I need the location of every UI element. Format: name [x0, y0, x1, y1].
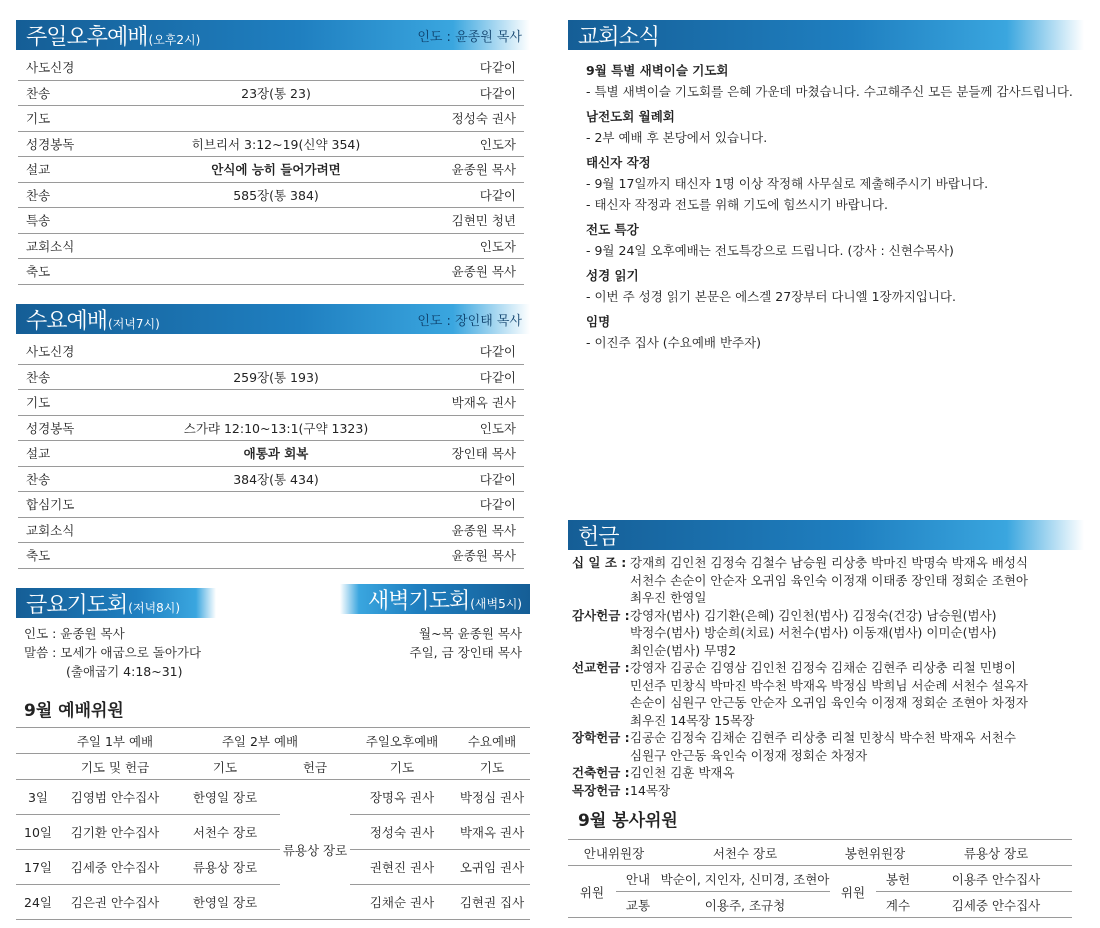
wednesday-title: 수요예배	[26, 308, 108, 334]
order-item: 사도신경	[18, 339, 154, 364]
friday-details	[24, 624, 201, 681]
role-guide: 안내	[616, 866, 660, 892]
order-row	[18, 543, 524, 569]
committee-sunday1: 김은권 안수집사	[60, 885, 170, 920]
offering-line: 서천수 손순이 안순자 오귀임 육인숙 이정재 이태종 장인태 정회순 조현아	[630, 572, 1029, 588]
news-heading: 남전도회 월례회	[586, 109, 675, 124]
order-content	[154, 106, 398, 132]
order-row	[18, 182, 524, 208]
news-line: - 태신자 작정과 전도를 위해 기도에 힘쓰시기 바랍니다.	[586, 197, 888, 212]
sunday-pm-leader: 인도 : 윤종원 목사	[417, 29, 522, 45]
committee-offering: 류용상 장로	[280, 780, 350, 920]
committee-row	[16, 780, 530, 815]
friday-title: 금요기도회	[26, 592, 128, 618]
offering-line: 최우진 14목장 15목장	[630, 712, 755, 728]
committee-date: 3일	[16, 780, 60, 815]
offering-title: 헌금	[578, 524, 619, 550]
offering-group	[572, 607, 1078, 660]
offering-names	[630, 554, 1078, 607]
order-item: 찬송	[18, 466, 154, 492]
offering-line: 강영자 김공순 김영삼 김인천 김정숙 김채순 김현주 리상충 리철 민병이	[630, 660, 1016, 675]
sub-offering: 헌금	[280, 754, 350, 780]
offering-line: 김인천 김훈 박재옥	[630, 765, 735, 780]
offering-group	[572, 729, 1078, 764]
dawn-banner	[340, 584, 530, 614]
order-person: 박재옥 권사	[398, 390, 524, 416]
friday-banner	[16, 588, 216, 618]
order-row	[18, 492, 524, 518]
offering-names	[630, 729, 1078, 764]
order-row	[18, 80, 524, 106]
committee-row	[16, 885, 530, 920]
count-names: 김세중 안수집사	[920, 892, 1072, 918]
order-item: 설교	[18, 157, 154, 183]
order-content: 안식에 능히 들어가려면	[154, 157, 398, 183]
order-content	[154, 55, 398, 80]
order-item: 교회소식	[18, 517, 154, 543]
order-person: 다같이	[398, 466, 524, 492]
service-committee-table	[568, 839, 1072, 918]
offering-line: 민선주 민창식 박마진 박수천 박재옥 박정심 박희님 서순례 서천수 설옥자	[630, 677, 1029, 693]
offering-label: 건축헌금 :	[572, 765, 630, 780]
wednesday-order-table	[18, 339, 524, 569]
order-content	[154, 339, 398, 364]
offering-label: 십 일 조 :	[572, 555, 627, 570]
news-heading: 임명	[586, 314, 611, 329]
guide-head-label: 안내위원장	[568, 840, 660, 866]
committee-sunday1: 김영범 안수집사	[60, 780, 170, 815]
order-content: 384장(통 434)	[154, 466, 398, 492]
order-content	[154, 259, 398, 285]
order-item: 성경봉독	[18, 415, 154, 441]
offering-names	[630, 782, 1078, 800]
sub-prayer-offering: 기도 및 헌금	[60, 754, 170, 780]
sub-prayer: 기도	[454, 754, 530, 780]
order-content	[154, 543, 398, 569]
order-item: 축도	[18, 543, 154, 569]
news-heading: 태신자 작정	[586, 155, 651, 170]
order-person: 장인태 목사	[398, 441, 524, 467]
offering-label: 장학헌금 :	[572, 730, 630, 745]
order-content	[154, 390, 398, 416]
committee-sunday-pm: 장명옥 권사	[350, 780, 454, 815]
order-person: 다같이	[398, 339, 524, 364]
order-person: 윤종원 목사	[398, 259, 524, 285]
service-committee-title: 9월 봉사위원	[578, 811, 678, 831]
news-line: - 9월 24일 오후예배는 전도특강으로 드립니다. (강사 : 신현수목사)	[586, 243, 954, 258]
member-label: 위원	[568, 866, 616, 918]
news-line: - 2부 예배 후 본당에서 있습니다.	[586, 130, 768, 145]
committee-row	[16, 850, 530, 885]
dawn-title: 새벽기도회	[367, 588, 470, 614]
offering-line: 손순이 심원구 안근동 안순자 오귀임 육인숙 이정재 정회순 조현아 차정자	[630, 695, 1029, 710]
order-person: 인도자	[398, 131, 524, 157]
committee-sunday-pm: 김채순 권사	[350, 885, 454, 920]
committee-sunday2-prayer: 한영일 장로	[170, 780, 280, 815]
news-line: - 이번 주 성경 읽기 본문은 에스겔 27장부터 다니엘 1장까지입니다.	[586, 289, 956, 304]
committee-wednesday: 박재옥 권사	[454, 815, 530, 850]
order-row	[18, 233, 524, 259]
order-person: 김현민 청년	[398, 208, 524, 234]
committee-sunday1: 김세중 안수집사	[60, 850, 170, 885]
order-row	[18, 259, 524, 285]
order-person: 다같이	[398, 182, 524, 208]
member-label: 위원	[830, 866, 876, 918]
offer-head-label: 봉헌위원장	[830, 840, 920, 866]
offering-names	[630, 659, 1078, 729]
friday-word: 말씀 : 모세가 애굽으로 돌아가다	[24, 645, 202, 660]
order-row	[18, 131, 524, 157]
offering-line: 강재희 김인천 김정숙 김철수 남승원 리상충 박마진 박명숙 박재옥 배성식	[630, 555, 1029, 570]
head-sunday1: 주일 1부 예배	[60, 728, 170, 754]
news-banner	[568, 20, 1084, 50]
offering-label: 감사헌금 :	[572, 607, 630, 623]
offering-line: 심원구 안근동 육인숙 이정재 정회순 차정자	[630, 747, 868, 763]
order-content: 23장(통 23)	[154, 80, 398, 106]
order-item: 찬송	[18, 80, 154, 106]
wednesday-time: (저녁7시)	[108, 316, 160, 331]
order-person: 윤종원 목사	[398, 543, 524, 569]
order-row	[18, 339, 524, 364]
committee-wednesday: 박정심 권사	[454, 780, 530, 815]
news-line: - 특별 새벽이슬 기도회를 은혜 가운데 마쳤습니다. 수고해주신 모든 분들께 감사드립니다.	[586, 84, 1073, 99]
sunday-pm-order-table	[18, 55, 524, 285]
order-content	[154, 517, 398, 543]
news-line: - 9월 17일까지 태신자 1명 이상 작정해 사무실로 제출해주시기 바랍니다.	[586, 176, 989, 191]
news-heading: 전도 특강	[586, 222, 639, 237]
order-row	[18, 517, 524, 543]
offering-names	[630, 607, 1078, 660]
committee-wednesday: 오귀임 권사	[454, 850, 530, 885]
order-person: 다같이	[398, 364, 524, 390]
sunday-pm-title: 주일오후예배	[26, 24, 148, 50]
order-row	[18, 364, 524, 390]
offering-group	[572, 554, 1078, 607]
order-row	[18, 208, 524, 234]
committee-sunday2-prayer: 한영일 장로	[170, 885, 280, 920]
order-item: 기도	[18, 106, 154, 132]
committee-sunday1: 김기환 안수집사	[60, 815, 170, 850]
order-row	[18, 106, 524, 132]
offering-line: 강영자(범사) 김기환(은혜) 김인천(범사) 김정숙(건강) 남승원(범사)	[630, 607, 997, 623]
committee-wednesday: 김현권 집사	[454, 885, 530, 920]
offer-head-name: 류용상 장로	[920, 840, 1072, 866]
committee-date: 24일	[16, 885, 60, 920]
order-item: 축도	[18, 259, 154, 285]
committee-sunday2-prayer: 서천수 장로	[170, 815, 280, 850]
role-offer: 봉헌	[876, 866, 920, 892]
traffic-names: 이용주, 조규청	[660, 892, 830, 918]
news-list	[586, 60, 1086, 353]
order-person: 다같이	[398, 492, 524, 518]
order-person: 인도자	[398, 233, 524, 259]
committee-sunday2-prayer: 류용상 장로	[170, 850, 280, 885]
offering-line: 최우진 한영일	[630, 590, 707, 605]
guide-head-name: 서천수 장로	[660, 840, 830, 866]
order-item: 찬송	[18, 364, 154, 390]
order-row	[18, 55, 524, 80]
friday-ref: (출애굽기 4:18~31)	[66, 664, 183, 679]
order-item: 찬송	[18, 182, 154, 208]
order-item: 특송	[18, 208, 154, 234]
committee-sunday-pm: 권현진 권사	[350, 850, 454, 885]
order-item: 사도신경	[18, 55, 154, 80]
offering-names	[630, 764, 1078, 782]
order-person: 윤종원 목사	[398, 157, 524, 183]
order-row	[18, 390, 524, 416]
friday-time: (저녁8시)	[128, 600, 181, 615]
head-sunday-pm: 주일오후예배	[350, 728, 454, 754]
offering-line: 14목장	[630, 782, 671, 798]
dawn-details	[330, 624, 522, 662]
order-item: 설교	[18, 441, 154, 467]
order-content: 259장(통 193)	[154, 364, 398, 390]
news-line: - 이진주 집사 (수요예배 반주자)	[586, 335, 762, 350]
order-content: 585장(통 384)	[154, 182, 398, 208]
order-content	[154, 492, 398, 518]
wednesday-banner	[16, 304, 530, 334]
order-row	[18, 441, 524, 467]
role-traffic: 교통	[616, 892, 660, 918]
order-person: 다같이	[398, 80, 524, 106]
order-person: 윤종원 목사	[398, 517, 524, 543]
order-person: 인도자	[398, 415, 524, 441]
offering-label: 선교헌금 :	[572, 660, 630, 675]
dawn-time: (새벽5시)	[470, 596, 522, 611]
order-content	[154, 233, 398, 259]
offering-group	[572, 659, 1078, 729]
offering-line: 박정수(범사) 방순희(치료) 서천수(범사) 이동재(범사) 이미순(범사)	[630, 625, 997, 640]
sub-prayer: 기도	[350, 754, 454, 780]
committee-date: 10일	[16, 815, 60, 850]
committee-row	[16, 815, 530, 850]
order-content: 애통과 회복	[154, 441, 398, 467]
committee-sunday-pm: 정성숙 권사	[350, 815, 454, 850]
guide-names: 박순이, 지인자, 신미경, 조현아	[660, 866, 830, 892]
head-sunday2: 주일 2부 예배	[170, 728, 350, 754]
news-title: 교회소식	[578, 24, 660, 50]
wednesday-leader: 인도 : 장인태 목사	[417, 313, 522, 329]
order-row	[18, 415, 524, 441]
committee-date: 17일	[16, 850, 60, 885]
sunday-pm-banner	[16, 20, 530, 50]
role-count: 계수	[876, 892, 920, 918]
offer-names: 이용주 안수집사	[920, 866, 1072, 892]
offering-line: 최인순(범사) 무명2	[630, 642, 737, 658]
order-item: 기도	[18, 390, 154, 416]
order-row	[18, 466, 524, 492]
dawn-line2: 주일, 금 장인태 목사	[409, 645, 522, 660]
order-item: 교회소식	[18, 233, 154, 259]
sunday-pm-time: (오후2시)	[148, 32, 201, 47]
worship-committee-title: 9월 예배위원	[24, 701, 124, 721]
head-wednesday: 수요예배	[454, 728, 530, 754]
offering-list	[572, 554, 1078, 799]
order-content: 히브리서 3:12~19(신약 354)	[154, 131, 398, 157]
offering-banner	[568, 520, 1084, 550]
news-heading: 성경 읽기	[586, 268, 639, 283]
order-row	[18, 157, 524, 183]
order-content	[154, 208, 398, 234]
worship-committee-table	[16, 727, 530, 920]
offering-group	[572, 764, 1078, 782]
order-item: 합심기도	[18, 492, 154, 518]
news-heading: 9월 특별 새벽이슬 기도회	[586, 63, 729, 78]
dawn-line1: 월~목 윤종원 목사	[419, 626, 522, 641]
offering-line: 김공순 김정숙 김채순 김현주 리상충 리철 민창식 박수천 박재옥 서천수	[630, 730, 1016, 745]
sub-prayer: 기도	[170, 754, 280, 780]
order-item: 성경봉독	[18, 131, 154, 157]
friday-leader: 인도 : 윤종원 목사	[24, 626, 125, 641]
order-person: 다같이	[398, 55, 524, 80]
order-person: 정성숙 권사	[398, 106, 524, 132]
offering-group	[572, 782, 1078, 800]
order-content: 스가랴 12:10~13:1(구약 1323)	[154, 415, 398, 441]
offering-label: 목장헌금 :	[572, 782, 630, 798]
